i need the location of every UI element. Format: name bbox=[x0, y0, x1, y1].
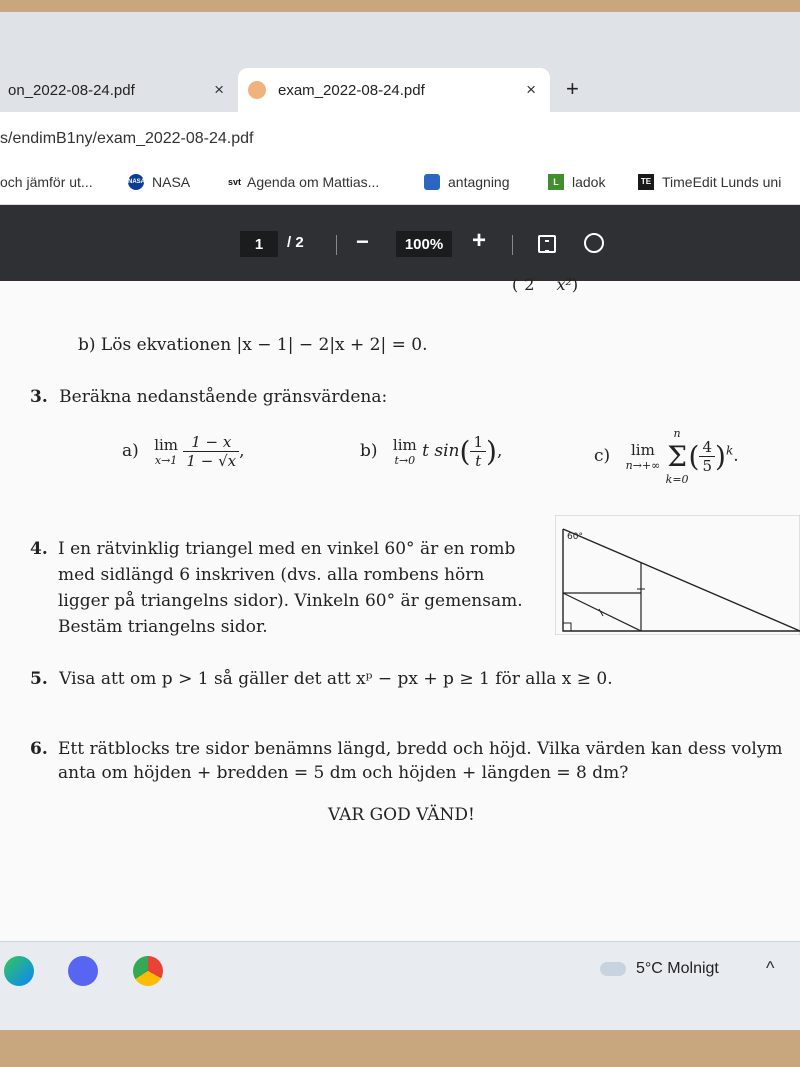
bookmark-item-timeedit[interactable] bbox=[638, 174, 781, 190]
fit-to-page-icon[interactable] bbox=[538, 235, 556, 253]
nasa-icon: NASA bbox=[128, 174, 144, 190]
tab-active[interactable] bbox=[238, 68, 550, 112]
discord-icon[interactable] bbox=[68, 956, 98, 986]
zoom-in-button[interactable]: + bbox=[472, 227, 487, 254]
problem-3a: a) lim x→1 $\frac{1 - x}{1 - √x}$ , bbox=[122, 433, 245, 470]
page-number-input[interactable]: 1 bbox=[240, 231, 278, 257]
bookmark-label: ladok bbox=[572, 174, 606, 190]
toolbar-divider bbox=[336, 235, 337, 255]
turn-page-notice: VAR GOD VÄND! bbox=[328, 805, 475, 825]
bookmark-item-ladok[interactable] bbox=[548, 174, 605, 190]
problem-4-number: 4. bbox=[30, 539, 48, 559]
problem-5: 5. Visa att om p > 1 så gäller det att xᵖ − px + p ≥ 1 för alla x ≥ 0. bbox=[30, 669, 613, 689]
problem-6-number: 6. bbox=[30, 739, 48, 759]
tab-strip bbox=[0, 12, 800, 112]
tab-title: exam_2022-08-24.pdf bbox=[278, 81, 425, 99]
bookmark-label: antagning bbox=[448, 174, 510, 190]
problem-2b: b) Lös ekvationen |x − 1| − 2|x + 2| = 0. bbox=[78, 335, 428, 355]
problem-4-line: I en rätvinklig triangel med en vinkel 60° är en romb bbox=[58, 539, 516, 559]
antagning-icon bbox=[424, 174, 440, 190]
page-total: / 2 bbox=[287, 234, 304, 251]
tab-title: on_2022-08-24.pdf bbox=[8, 81, 135, 99]
bookmarks-bar bbox=[0, 164, 800, 205]
bookmark-item[interactable] bbox=[0, 174, 93, 190]
edge-icon[interactable] bbox=[4, 956, 34, 986]
ladok-icon: L bbox=[548, 174, 564, 190]
problem-4-line: ligger på triangelns sidor). Vinkeln 60° är gemensam. bbox=[58, 591, 523, 611]
problem-6-line: Ett rätblocks tre sidor benämns längd, bredd och höjd. Vilka värden kan dess volym bbox=[58, 739, 783, 759]
svt-icon: svt bbox=[228, 177, 242, 187]
figure-frame bbox=[555, 515, 800, 635]
weather-text: 5°C Molnigt bbox=[636, 960, 719, 977]
tab-inactive[interactable] bbox=[0, 68, 238, 112]
rotate-icon[interactable] bbox=[584, 233, 604, 253]
pdf-toolbar bbox=[0, 205, 800, 281]
problem-3c: c) lim n→+∞ n Σ k=0 ( $\frac{4}{5}$ )$^k$. bbox=[594, 427, 739, 486]
timeedit-icon: TE bbox=[638, 174, 654, 190]
problem-4-line: med sidlängd 6 inskriven (dvs. alla rombens hörn bbox=[58, 565, 485, 585]
tab-close-icon[interactable]: × bbox=[526, 80, 536, 99]
address-bar[interactable] bbox=[0, 112, 800, 164]
zoom-level-input[interactable]: 100% bbox=[396, 231, 452, 257]
bookmark-item-antagning[interactable] bbox=[424, 174, 510, 190]
cutoff-expression: ( 2 x²) bbox=[512, 275, 579, 294]
bookmark-label: och jämför ut... bbox=[0, 174, 93, 190]
bookmark-label: NASA bbox=[152, 174, 191, 190]
triangle-rhombus-figure bbox=[555, 515, 800, 635]
angle-label: 60° bbox=[567, 532, 583, 542]
taskbar bbox=[0, 941, 800, 1030]
chevron-up-icon[interactable]: ^ bbox=[766, 958, 775, 978]
bookmark-label: Agenda om Mattias... bbox=[247, 174, 380, 190]
tab-close-icon[interactable]: × bbox=[214, 80, 224, 99]
bookmark-item-svt[interactable] bbox=[228, 174, 379, 190]
pdf-page bbox=[0, 275, 800, 941]
problem-6-line: anta om höjden + bredden = 5 dm och höjden + längden = 8 dm? bbox=[58, 763, 629, 783]
toolbar-divider bbox=[512, 235, 513, 255]
problem-3: 3. Beräkna nedanstående gränsvärdena: bbox=[30, 387, 388, 407]
cloud-icon bbox=[600, 962, 626, 976]
new-tab-button[interactable]: + bbox=[566, 76, 579, 101]
bookmark-label: TimeEdit Lunds uni bbox=[662, 174, 782, 190]
problem-4-line: Bestäm triangelns sidor. bbox=[58, 617, 268, 637]
laptop-screen bbox=[0, 12, 800, 1030]
zoom-out-button[interactable]: − bbox=[356, 229, 369, 254]
weather-widget[interactable] bbox=[600, 960, 719, 978]
problem-3b: b) lim t→0 t sin( $\frac{1}{t}$ ), bbox=[360, 433, 503, 470]
pdf-favicon-icon bbox=[248, 81, 266, 99]
bookmark-item-nasa[interactable] bbox=[128, 174, 190, 190]
chrome-icon[interactable] bbox=[133, 956, 163, 986]
url-text[interactable]: s/endimB1ny/exam_2022-08-24.pdf bbox=[0, 130, 254, 147]
